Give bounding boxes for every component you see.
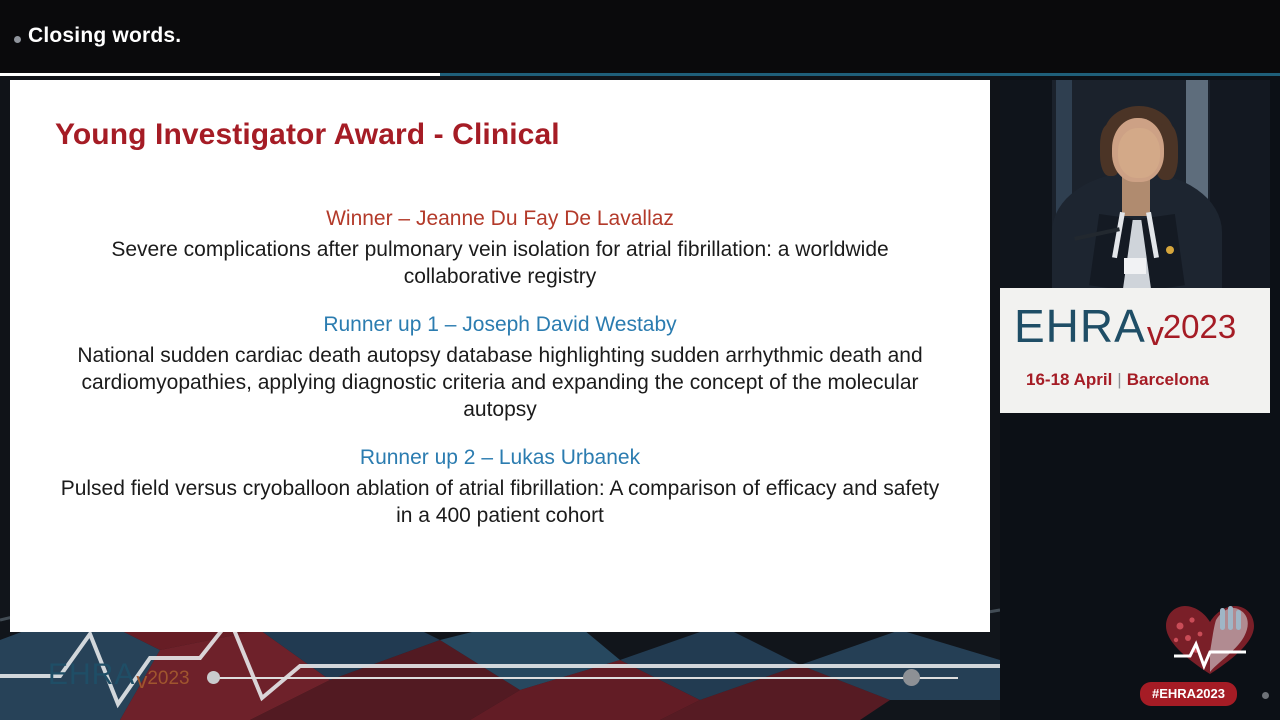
speaker-video-feed[interactable] <box>1000 80 1270 288</box>
event-city: Barcelona <box>1126 370 1209 389</box>
speaker-badge <box>1124 258 1146 274</box>
event-logo-year: 2023 <box>1162 308 1237 345</box>
award-runner-up-2-label: Runner up 2 – Lukas Urbanek <box>359 446 641 469</box>
event-logo-name: EHRA <box>1014 300 1146 352</box>
header-underline-accent <box>440 73 1280 76</box>
award-runner-up-2-description: Pulsed field versus cryoballoon ablation of atrial fibrillation: A comparison of efficacy and safety in a 400 patient cohort <box>60 477 940 527</box>
award-runner-up-1-description: National sudden cardiac death autopsy database highlighting sudden arrhythmic death and cardiomyopathies, applying diagnostic criteria and expanding the concept of the molecular autopsy <box>77 344 923 421</box>
award-block-runner-up-1 <box>50 311 950 423</box>
session-header-bar <box>0 0 1280 75</box>
video-background-panel-left <box>1000 80 1052 288</box>
award-runner-up-1-label: Runner up 1 – Joseph David Westaby <box>323 313 677 336</box>
award-winner-description: Severe complications after pulmonary vein isolation for atrial fibrillation: a worldwide collaborative registry <box>111 238 889 288</box>
slide-progress-track[interactable] <box>208 677 958 679</box>
event-logo-tick-icon: v <box>1146 315 1164 353</box>
slide-logo-tick-icon: v <box>136 668 148 693</box>
slide-logo-year: 2023 <box>147 668 190 689</box>
slide-footer-logo <box>48 658 190 692</box>
header-underline-active <box>0 73 440 76</box>
speaker-face <box>1118 128 1160 178</box>
award-winner-label: Winner – Jeanne Du Fay De Lavallaz <box>326 207 674 230</box>
event-branding-card <box>1000 288 1270 413</box>
heart-ecg-logo-icon <box>1160 600 1260 680</box>
award-block-runner-up-2 <box>50 444 950 529</box>
hashtag-badge: #EHRA2023 <box>1140 682 1237 706</box>
speaker-neck <box>1122 176 1150 216</box>
award-block-winner <box>50 205 950 290</box>
slide-logo-name: EHRA <box>48 658 136 691</box>
slide-progress-current-dot[interactable] <box>903 669 920 686</box>
slide-canvas <box>10 80 990 693</box>
hashtag-dot-icon <box>1262 692 1269 699</box>
event-logo <box>1014 300 1237 353</box>
event-dates: 16-18 April <box>1026 370 1113 389</box>
slide-progress-start-dot[interactable] <box>207 671 220 684</box>
event-separator: | <box>1117 370 1122 389</box>
session-title: Closing words. <box>28 24 182 47</box>
speaker-lapel-pin <box>1166 246 1174 254</box>
event-dates-location <box>1026 370 1209 390</box>
bullet-dot-icon <box>14 36 21 43</box>
slide-title: Young Investigator Award - Clinical <box>55 118 560 151</box>
